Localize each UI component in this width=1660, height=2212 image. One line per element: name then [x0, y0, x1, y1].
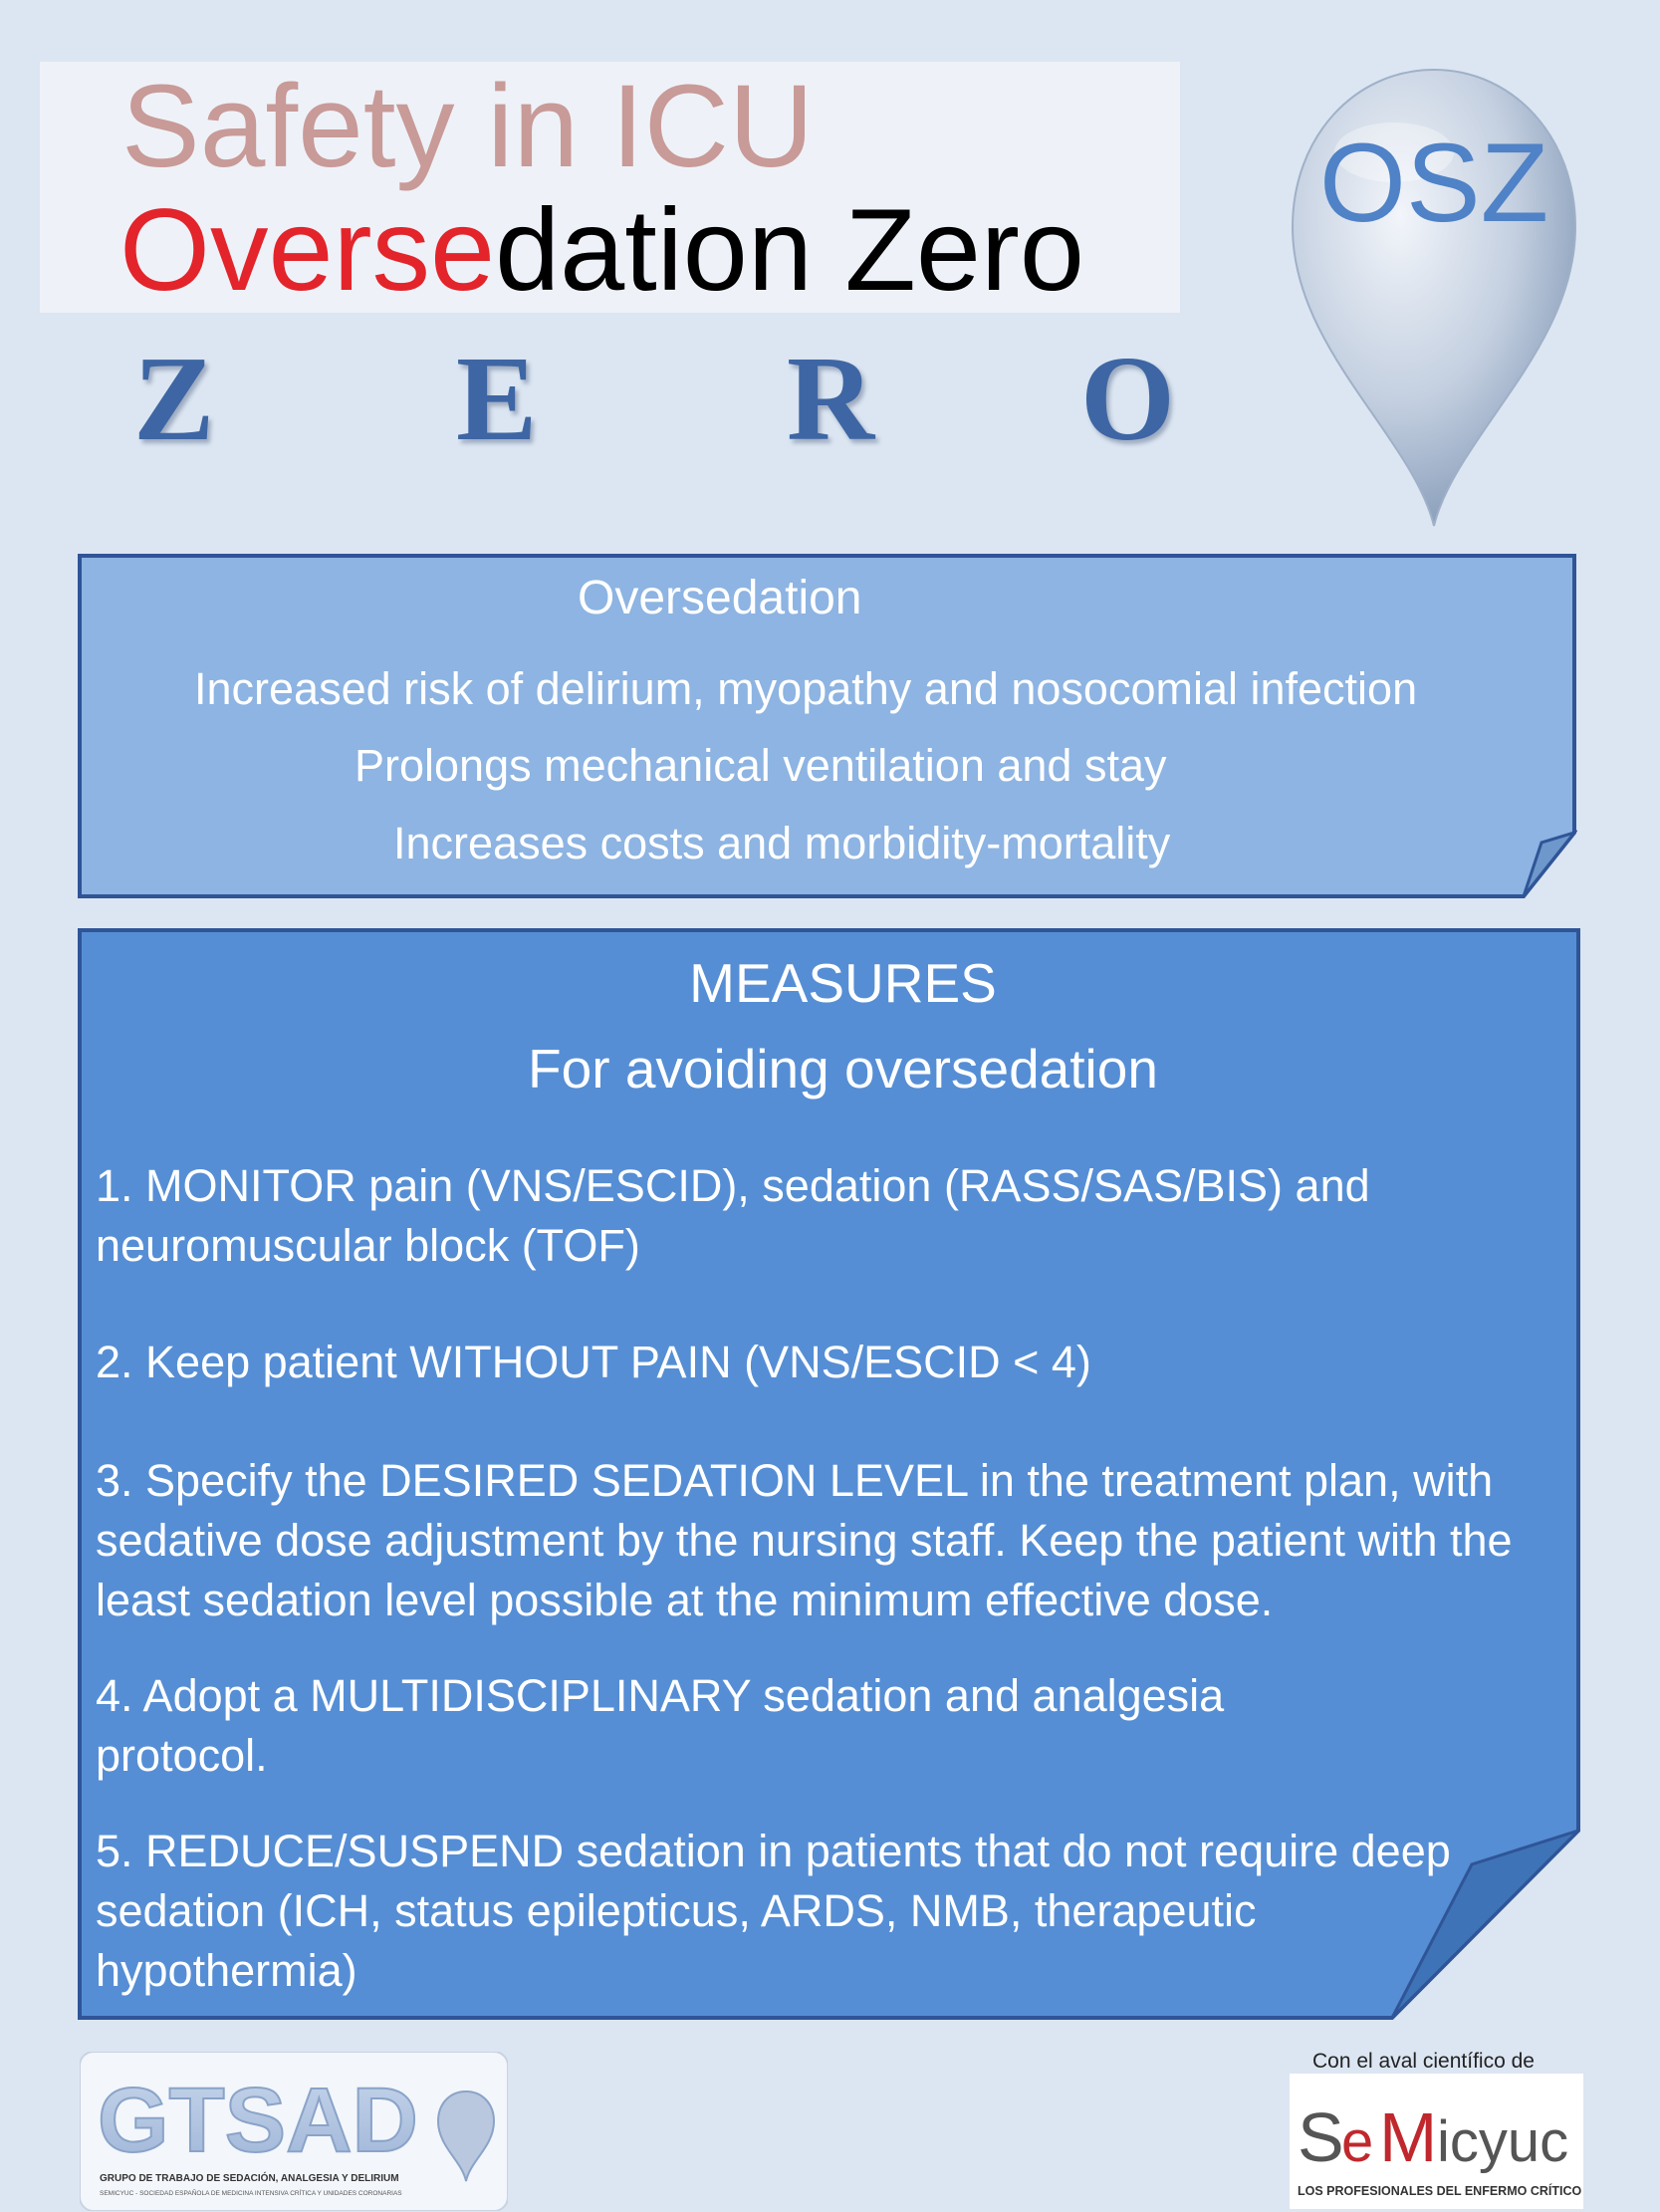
title-red-part: Overse: [119, 184, 496, 315]
zero-letter-o: O: [1080, 332, 1175, 466]
svg-text:e: e: [1341, 2109, 1374, 2174]
oversedation-line-1: Increased risk of delirium, myopathy and nosocomial infection: [194, 663, 1418, 714]
svg-text:icyuc: icyuc: [1437, 2109, 1569, 2174]
gtsad-subtitle-2: SEMICYUC - SOCIEDAD ESPAÑOLA DE MEDICINA INTENSIVA CRÍTICA Y UNIDADES CORONARIAS: [100, 2190, 402, 2197]
oversedation-title: Oversedation: [578, 572, 862, 624]
measures-title: MEASURES: [689, 952, 997, 1014]
title-black-part: dation Zero: [495, 184, 1084, 315]
measure-item-2: 2. Keep patient WITHOUT PAIN (VNS/ESCID < 4): [96, 1337, 1091, 1387]
title-oversedation-zero: [119, 184, 1084, 315]
semicyuc-logo: [1290, 2074, 1583, 2209]
measure-item-3: 3. Specify the DESIRED SEDATION LEVEL in the treatment plan, with sedative dose adjustment by the nursing staff. Keep the patient with the least sedation level possible at the minimum effective dose.: [96, 1455, 1513, 1625]
oversedation-line-3: Increases costs and morbidity-mortality: [393, 818, 1171, 868]
endorsement-text: Con el aval científico de: [1312, 2050, 1535, 2073]
svg-text:S: S: [1298, 2098, 1344, 2176]
zero-letter-e: E: [456, 332, 538, 466]
measures-subtitle: For avoiding oversedation: [528, 1038, 1158, 1100]
zero-letter-z: Z: [133, 332, 215, 466]
svg-text:LOS PROFESIONALES DEL ENFERMO: LOS PROFESIONALES DEL ENFERMO CRÍTICO: [1298, 2184, 1582, 2198]
zero-letter-r: R: [787, 332, 875, 466]
svg-text:M: M: [1379, 2098, 1438, 2176]
osz-badge-text: OSZ: [1318, 121, 1549, 245]
measure-item-5: 5. REDUCE/SUSPEND sedation in patients that do not require deep sedation (ICH, status epilepticus, ARDS, NMB, therapeutic hypothermia): [96, 1826, 1451, 1996]
gtsad-logo: [80, 2052, 508, 2211]
measure-item-4: 4. Adopt a MULTIDISCIPLINARY sedation and analgesia protocol.: [96, 1670, 1225, 1781]
measure-item-1: 1. MONITOR pain (VNS/ESCID), sedation (RASS/SAS/BIS) and neuromuscular block (TOF): [96, 1160, 1370, 1271]
svg-text:GTSAD: GTSAD: [98, 2070, 418, 2171]
title-safety-in-icu: Safety in ICU: [121, 61, 815, 192]
gtsad-subtitle-1: GRUPO DE TRABAJO DE SEDACIÓN, ANALGESIA Y DELIRIUM: [100, 2173, 399, 2184]
oversedation-line-2: Prolongs mechanical ventilation and stay: [355, 740, 1167, 791]
